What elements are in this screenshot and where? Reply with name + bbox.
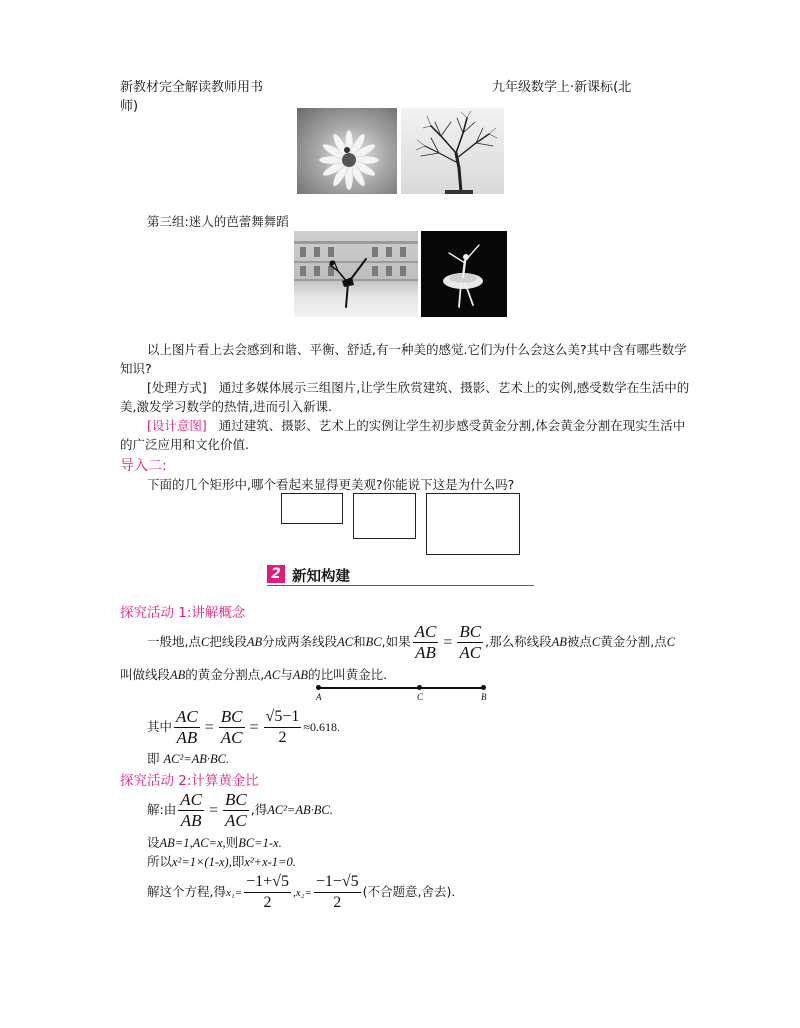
- header-left-line1: 新教材完全解读教师用书: [120, 80, 264, 95]
- def2-seg-ab: AB: [170, 668, 186, 682]
- method-label: [处理方式]: [147, 380, 207, 395]
- design-line2: 的广泛应用和文化价值.: [120, 437, 249, 452]
- segment-diagram: [316, 684, 486, 704]
- section-underline: [267, 585, 534, 586]
- def-point-c: C: [200, 635, 210, 649]
- def-point-c2: C: [591, 635, 601, 649]
- def2-seg-ab2: AB: [292, 668, 309, 682]
- def2-seg-ac: AC: [264, 668, 281, 682]
- def-point-c3: C: [666, 635, 676, 649]
- flower-icon: [297, 108, 397, 194]
- set-expr2: BC=1-x.: [238, 836, 282, 850]
- where-text: 其中: [147, 719, 173, 734]
- so-prefix: 所以: [147, 854, 173, 869]
- section-title: 新知构建: [292, 569, 350, 585]
- x1-label: x₁=: [225, 887, 243, 899]
- dancer-tutu-icon: [421, 231, 507, 317]
- rectangle-2: [353, 493, 416, 539]
- point-c-dot: [417, 685, 422, 690]
- method-text: 通过多媒体展示三组图片,让学生欣赏建筑、摄影、艺术上的实例,感受数学在生活中的: [218, 380, 690, 395]
- header-left: [120, 76, 263, 114]
- x2-fraction: $\frac{-1-√5}{2}$: [315, 873, 359, 911]
- sol-fraction-bc-ac: $\frac{BC}{AC}$: [224, 790, 247, 830]
- golden-ratio-formula: [147, 707, 340, 748]
- def-seg-bc: BC: [365, 635, 382, 649]
- so-expr: x²=1×(1-x),: [172, 855, 232, 869]
- intro-question-line1: 以上图片看上去会感到和谐、平衡、舒适,有一种美的感觉.它们为什么会这么美?其中含有哪些数学: [147, 342, 687, 357]
- set-prefix: 设: [147, 835, 160, 850]
- point-a-dot: [316, 685, 321, 690]
- set-variables-line: [147, 833, 282, 853]
- def-seg-ac: AC: [337, 635, 354, 649]
- definition-line2: [120, 665, 387, 685]
- definition-line1: [147, 622, 675, 663]
- group3-caption: 第三组:迷人的芭蕾舞舞蹈: [147, 214, 289, 229]
- def-text-5: ,如果: [381, 634, 411, 649]
- also-expr: AC²=AB·BC.: [163, 752, 230, 766]
- header-right: 九年级数学上·新课标(北: [492, 80, 632, 95]
- x1-fraction: $\frac{-1+√5}{2}$: [246, 873, 289, 911]
- intro2-heading: 导入二:: [120, 458, 167, 474]
- def-text-8: 黄金分割,点: [600, 634, 667, 649]
- point-a-label: A: [316, 692, 322, 702]
- design-text: 通过建筑、摄影、艺术上的实例让学生初步感受黄金分割,体会黄金分割在现实生活中: [218, 418, 686, 433]
- rectangle-3: [426, 493, 520, 555]
- ballet-dark-photo: [421, 231, 507, 317]
- x2-label: ,x₂=: [292, 887, 312, 899]
- dancer-building-icon: [294, 231, 418, 317]
- sol-equals: =: [208, 801, 218, 819]
- def-seg-ab2: AB: [551, 635, 567, 649]
- so-then: 即: [231, 854, 245, 869]
- design-line1: [147, 416, 685, 436]
- def2-text-2: 的黄金分割点,: [185, 667, 265, 682]
- so-expr2: x²+x-1=0.: [244, 855, 296, 869]
- flower-photo: [297, 108, 397, 194]
- design-label: [设计意图]: [147, 418, 207, 433]
- tree-photo: [401, 108, 504, 194]
- def-equals: =: [443, 633, 453, 651]
- def-text-2: 把线段: [209, 634, 247, 649]
- method-line1: [147, 378, 689, 398]
- method-line2: 美,激发学习数学的热情,进而引入新课.: [120, 399, 332, 414]
- point-c-label: C: [417, 692, 424, 702]
- roots-line: [147, 872, 455, 913]
- sol-prefix: 解:由: [147, 802, 177, 817]
- rectangle-1: [281, 493, 343, 524]
- ratio-equals-2: =: [249, 718, 259, 736]
- def-text-4: 和: [353, 634, 366, 649]
- header-left-line2: 师): [120, 99, 139, 114]
- def2-text-1: 叫做线段: [120, 667, 171, 682]
- ratio-approx: ≈0.618.: [303, 720, 340, 734]
- def-fraction-bc-ac: $\frac{BC}{AC}$: [459, 622, 482, 662]
- ratio-fraction-bc-ac: $\frac{BC}{AC}$: [220, 707, 243, 747]
- sol-then: ,得: [250, 802, 268, 817]
- ratio-fraction-root: $\frac{√5-1}{2}$: [265, 708, 300, 746]
- solution-line1: [147, 790, 333, 831]
- def-text-7: 被点: [566, 634, 592, 649]
- point-b-label: B: [481, 692, 487, 702]
- ratio-equals-1: =: [204, 718, 214, 736]
- solve-prefix: 解这个方程,得: [147, 884, 226, 899]
- activity1-heading: 探究活动 1:讲解概念: [120, 605, 246, 621]
- ballet-street-photo: [294, 231, 418, 317]
- point-b-dot: [481, 685, 486, 690]
- def2-text-3: 与: [280, 667, 293, 682]
- def-text-1: 一般地,点: [147, 634, 201, 649]
- section-number-badge: 2: [267, 565, 285, 583]
- also-prefix: 即: [147, 751, 160, 766]
- segment-line: [318, 687, 484, 689]
- solve-note: (不合题意,舍去).: [362, 884, 456, 899]
- def-text-6: ,那么称线段: [485, 634, 552, 649]
- activity2-heading: 探究活动 2:计算黄金比: [120, 773, 259, 789]
- set-expr: AB=1,AC=x,: [159, 836, 226, 850]
- intro2-question: 下面的几个矩形中,哪个看起来显得更美观?你能说下这是为什么吗?: [147, 477, 515, 492]
- sol-expr: AC²=AB·BC.: [267, 803, 333, 817]
- sol-fraction-ac-ab: $\frac{AC}{AB}$: [180, 790, 202, 830]
- tree-icon: [401, 108, 504, 194]
- def-text-3: 分成两条线段: [262, 634, 338, 649]
- ratio-fraction-ac-ab: $\frac{AC}{AB}$: [176, 707, 198, 747]
- ac-squared-line: [147, 749, 229, 769]
- equation-line: [147, 852, 296, 872]
- set-then: 则: [225, 835, 239, 850]
- def2-text-4: 的比叫黄金比.: [308, 667, 388, 682]
- def-fraction-ac-ab: $\frac{AC}{AB}$: [414, 622, 437, 662]
- intro-question-line2: 知识?: [120, 361, 152, 376]
- def-seg-ab: AB: [246, 635, 263, 649]
